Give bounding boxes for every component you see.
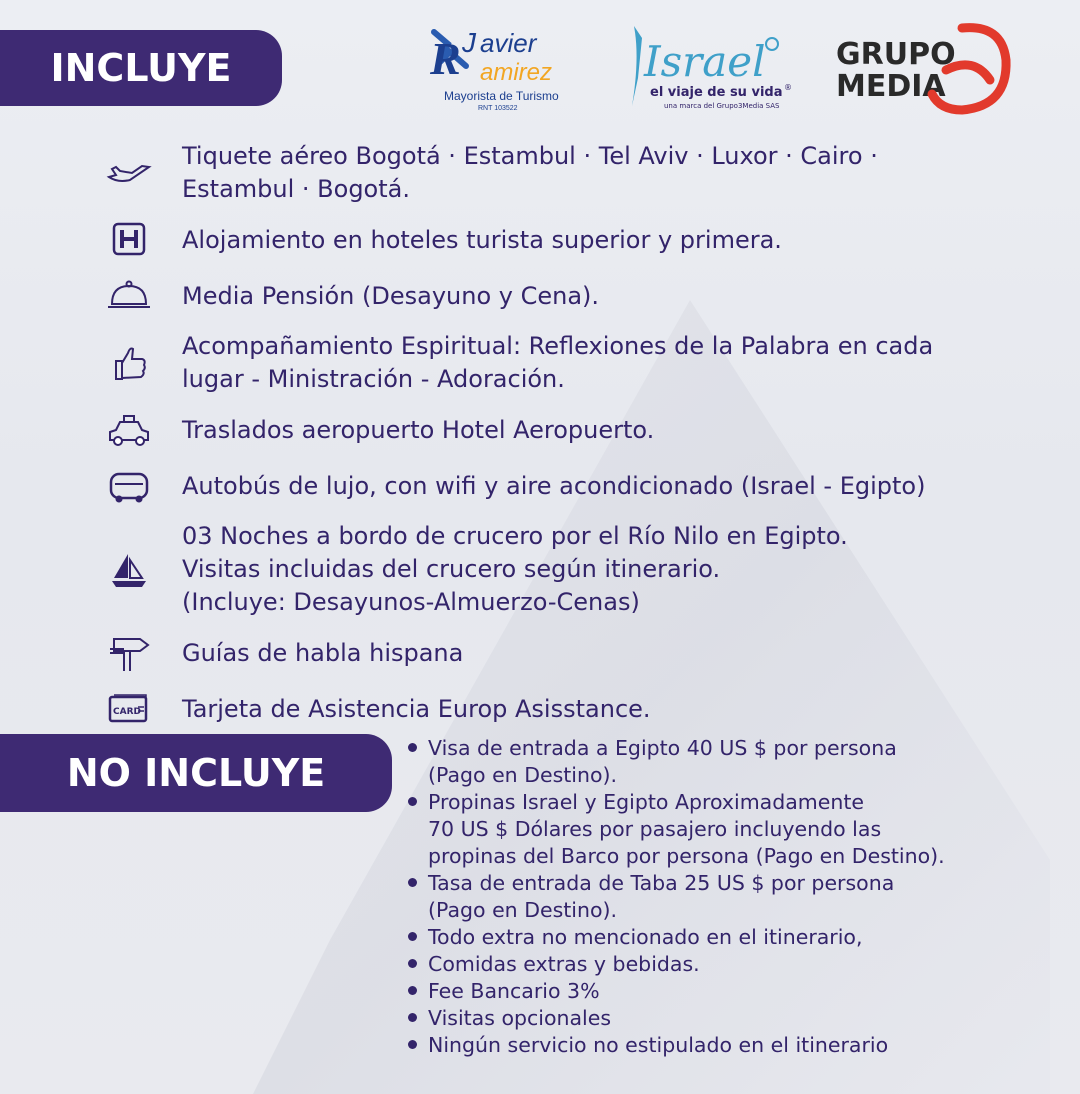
incluye-item-text: Alojamiento en hoteles turista superior y primera.: [182, 225, 782, 254]
thumbs-up-icon: [100, 341, 158, 385]
logo-letter-r: R: [430, 33, 461, 84]
card-icon-label: CARD: [113, 707, 141, 717]
israel-tagline: el viaje de su vida: [650, 85, 783, 100]
logo-subtitle: Mayorista de Turismo: [444, 89, 559, 103]
grupo-media-logo: [834, 20, 1014, 116]
no-incluye-item: Todo extra no mencionado en el itinerario,: [406, 924, 1046, 951]
incluye-item-text: Autobús de lujo, con wifi y aire acondicionado (Israel - Egipto): [182, 471, 926, 500]
incluye-item: [100, 631, 1050, 675]
israel-registered-mark: ®: [784, 83, 792, 92]
sailboat-icon: [100, 548, 158, 592]
incluye-title: INCLUYE: [0, 30, 282, 106]
israel-logo: [620, 18, 800, 118]
incluye-item: [100, 274, 1050, 318]
card-icon: [100, 687, 158, 731]
logo-rnt: RNT 103522: [478, 105, 518, 112]
no-incluye-item: Fee Bancario 3%: [406, 978, 1046, 1005]
no-incluye-item: Comidas extras y bebidas.: [406, 951, 1046, 978]
incluye-list: [100, 140, 1050, 743]
grupo-word: GRUPO: [836, 37, 956, 72]
bus-icon: [100, 464, 158, 508]
incluye-item: [100, 218, 1050, 262]
taxi-icon: [100, 408, 158, 452]
food-cloche-icon: [100, 274, 158, 318]
incluye-item: [100, 408, 1050, 452]
media-word: MEDIA: [836, 69, 946, 104]
no-incluye-item: Tasa de entrada de Taba 25 US $ por persona (Pago en Destino).: [406, 870, 1046, 924]
incluye-item-text: Tarjeta de Asistencia Europ Asisstance.: [182, 694, 651, 723]
incluye-item-text: Guías de habla hispana: [182, 638, 464, 667]
incluye-item: [100, 330, 1050, 396]
no-incluye-title: NO INCLUYE: [0, 734, 392, 812]
no-incluye-list: [406, 735, 1046, 1059]
no-incluye-item: Visa de entrada a Egipto 40 US $ por persona (Pago en Destino).: [406, 735, 1046, 789]
incluye-item-text: Traslados aeropuerto Hotel Aeropuerto.: [182, 415, 655, 444]
no-incluye-item: Propinas Israel y Egipto Aproximadamente 70 US $ Dólares por pasajero incluyendo las propinas del Barco por persona (Pago en Destino).: [406, 789, 1046, 870]
israel-subline: una marca del Grupo3Media SAS: [664, 102, 780, 110]
incluye-item: [100, 140, 1050, 206]
no-incluye-item: Ningún servicio no estipulado en el itinerario: [406, 1032, 1046, 1059]
hotel-icon: [100, 218, 158, 262]
javier-ramirez-logo: [426, 22, 576, 112]
incluye-item-text: 03 Noches a bordo de crucero por el Río Nilo en Egipto. Visitas incluidas del crucero según itinerario. (Incluye: Desayunos-Almuerzo-Cenas): [182, 522, 848, 616]
airplane-icon: [100, 151, 158, 195]
incluye-item: [100, 464, 1050, 508]
incluye-item-text: Acompañamiento Espiritual: Reflexiones de la Palabra en cada lugar - Ministración - Adoración.: [182, 332, 934, 393]
no-incluye-item: Visitas opcionales: [406, 1005, 1046, 1032]
incluye-item-text: Media Pensión (Desayuno y Cena).: [182, 281, 600, 310]
logo-word-amirez: amirez: [480, 59, 553, 86]
israel-script-word: Israel: [644, 37, 766, 86]
incluye-item: [100, 687, 1050, 731]
signpost-icon: [100, 631, 158, 675]
incluye-item-text: Tiquete aéreo Bogotá · Estambul · Tel Aviv · Luxor · Cairo · Estambul · Bogotá.: [182, 142, 878, 203]
logo-word-avier: avier: [480, 28, 537, 58]
incluye-item: [100, 520, 1050, 619]
logo-letter-j: J: [462, 27, 476, 58]
